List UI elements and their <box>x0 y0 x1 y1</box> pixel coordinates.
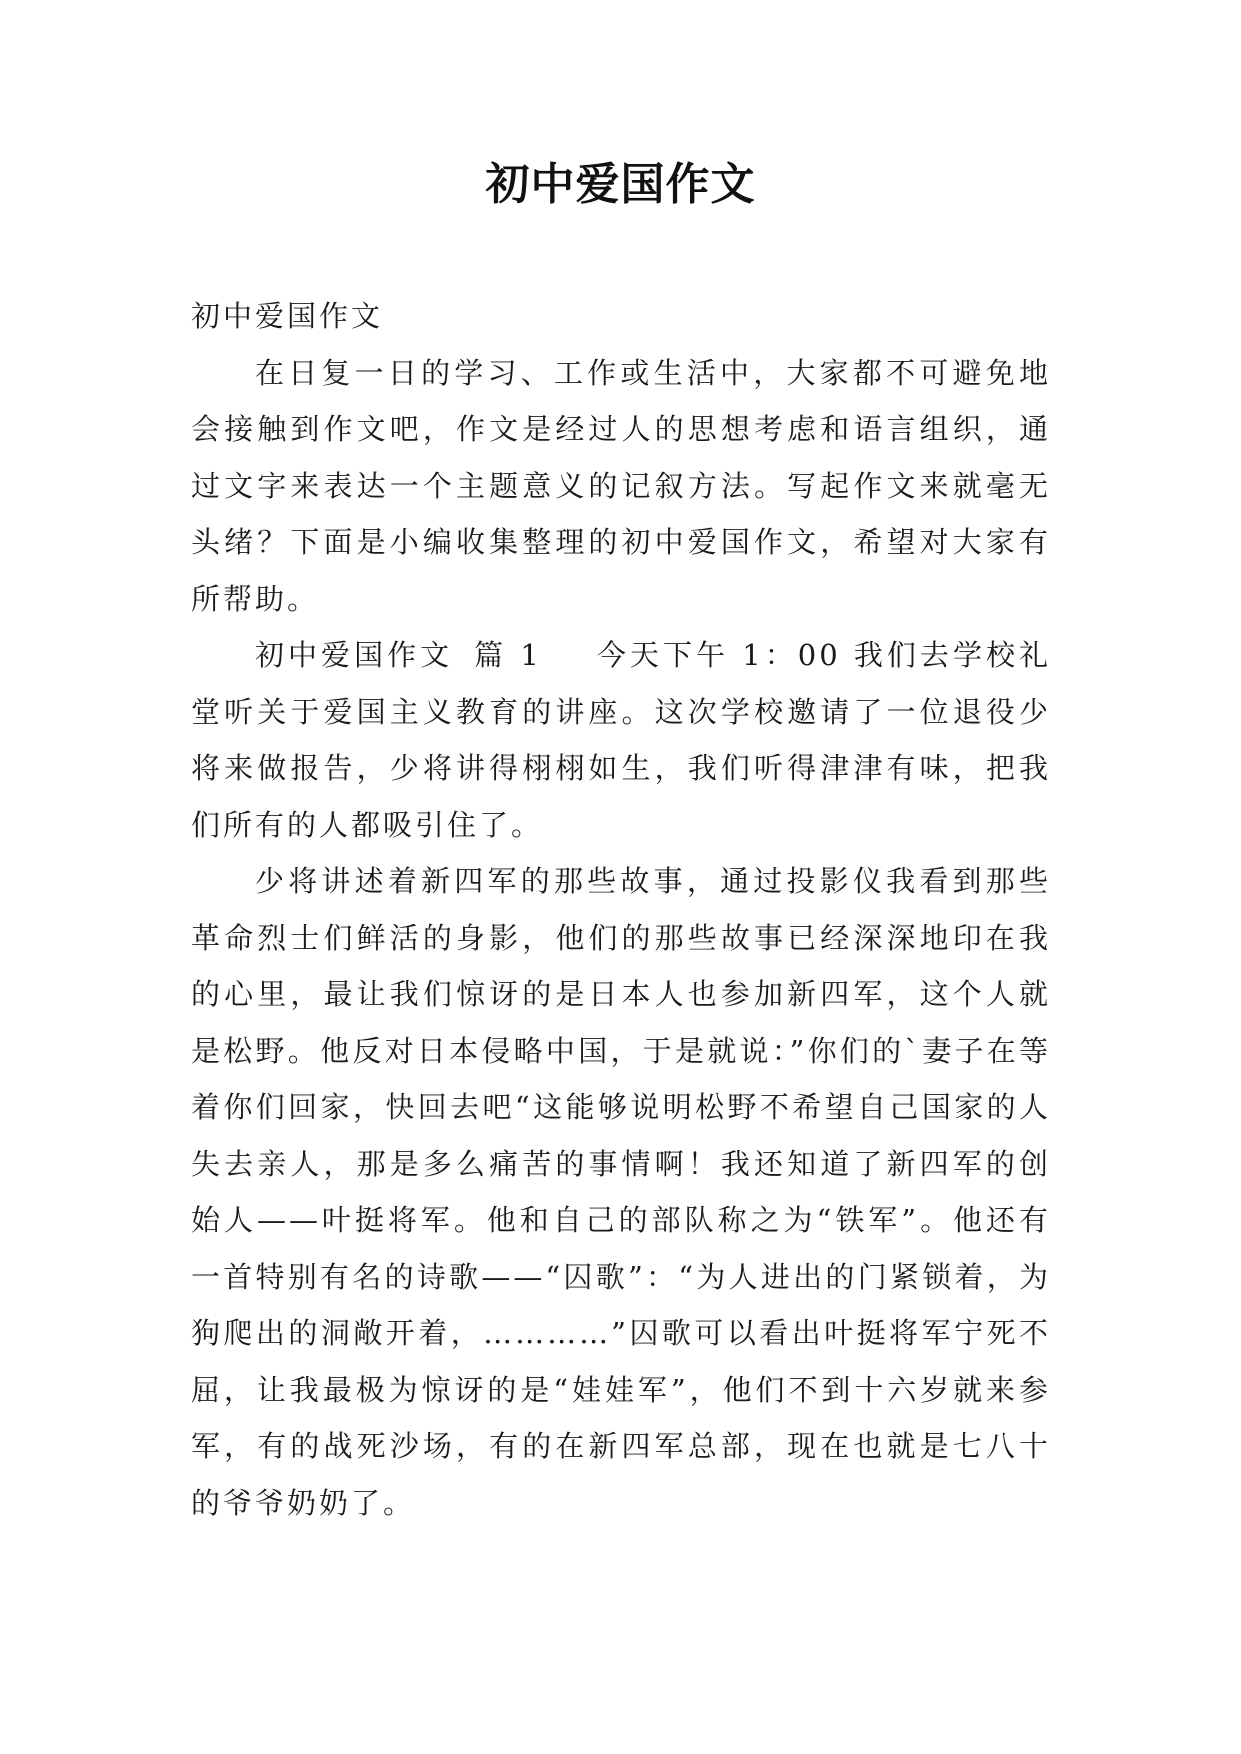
essay-paragraph-1 <box>191 627 1051 853</box>
document-subtitle: 初中爱国作文 <box>191 299 384 333</box>
essay-paragraph-2: 少将讲述着新四军的那些故事，通过投影仪我看到那些革命烈士们鲜活的身影，他们的那些故事已经深深地印在我的心里，最让我们惊讶的是日本人也参加新四军，这个人就是松野。他反对日本侵略中国，于是就说：”你们的`妻子在等着你们回家，快回去吧“这能够说明松野不希望自己国家的人失去亲人，那是多么痛苦的事情啊！我还知道了新四军的创始人——叶挺将军。他和自己的部队称之为“铁军”。他还有一首特别有名的诗歌——“囚歌”：“为人进出的门紧锁着，为狗爬出的洞敞开着，…………”囚歌可以看出叶挺将军宁死不屈，让我最极为惊讶的是“娃娃军”，他们不到十六岁就来参军，有的战死沙场，有的在新四军总部，现在也就是七八十的爷爷奶奶了。 <box>191 864 1051 1520</box>
intro-paragraph: 在日复一日的学习、工作或生活中，大家都不可避免地会接触到作文吧，作文是经过人的思想考虑和语言组织，通过文字来表达一个主题意义的记叙方法。写起作文来就毫无头绪？下面是小编收集整理的初中爱国作文，希望对大家有所帮助。 <box>191 355 1051 616</box>
essay-heading: 初中爱国作文 <box>255 638 454 672</box>
document-title: 初中爱国作文 <box>485 159 756 210</box>
essay-number: 篇 1 <box>473 638 542 672</box>
document-body <box>191 288 1051 1531</box>
essay-paragraph-1-text: 今天下午 1：00 我们去学校礼堂听关于爱国主义教育的讲座。这次学校邀请了一位退役少将来做报告，少将讲得栩栩如生，我们听得津津有味，把我们所有的人都吸引住了。 <box>191 638 1051 842</box>
